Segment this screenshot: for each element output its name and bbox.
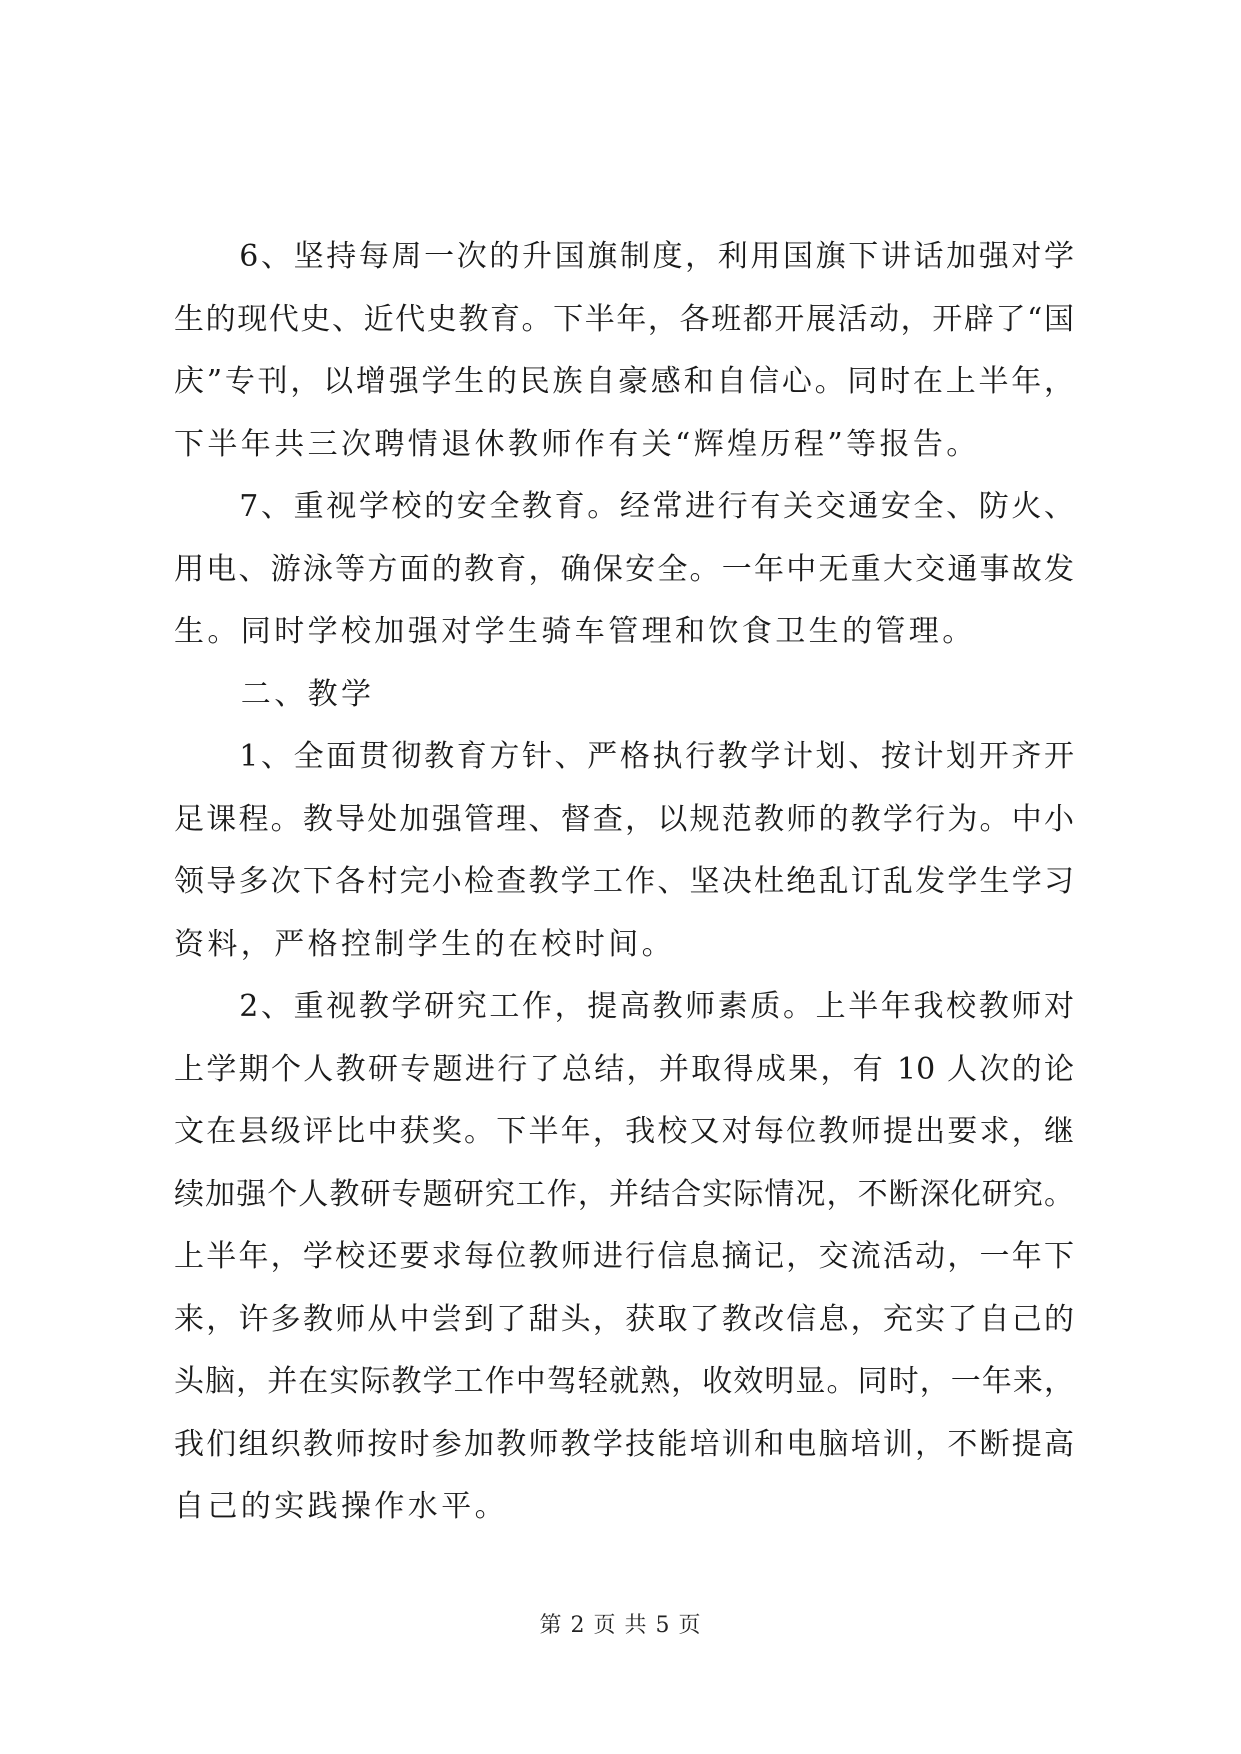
- text-line: 我们组织教师按时参加教师教学技能培训和电脑培训，不断提高: [174, 1426, 1074, 1462]
- text-line: 1、全面贯彻教育方针、严格执行教学计划、按计划开齐开: [174, 739, 1074, 774]
- text-line: 6、坚持每周一次的升国旗制度，利用国旗下讲话加强对学: [174, 239, 1074, 274]
- text-line: 资料，严格控制学生的在校时间。: [174, 926, 675, 962]
- document-body: [174, 226, 1074, 1539]
- text-line: 用电、游泳等方面的教育，确保安全。一年中无重大交通事故发: [174, 551, 1074, 587]
- text-line: 生。同时学校加强对学生骑车管理和饮食卫生的管理。: [174, 614, 976, 649]
- text-line: 足课程。教导处加强管理、督查，以规范教师的教学行为。中小: [174, 801, 1074, 837]
- text-line: 下半年共三次聘情退休教师作有关“辉煌历程”等报告。: [174, 426, 980, 462]
- text-line: 2、重视教学研究工作，提高教师素质。上半年我校教师对: [174, 989, 1074, 1024]
- text-line: 来，许多教师从中尝到了甜头，获取了教改信息，充实了自己的: [174, 1301, 1074, 1337]
- text-line: 上半年，学校还要求每位教师进行信息摘记，交流活动，一年下: [174, 1239, 1074, 1274]
- text-line: 续加强个人教研专题研究工作，并结合实际情况，不断深化研究。: [174, 1176, 1074, 1212]
- text-line: 上学期个人教研专题进行了总结，并取得成果，有 10 人次的论: [174, 1051, 1074, 1087]
- page-footer: 第 2 页 共 5 页: [539, 1613, 702, 1638]
- text-line: 自己的实践操作水平。: [174, 1489, 508, 1524]
- text-line: 生的现代史、近代史教育。下半年，各班都开展活动，开辟了“国: [174, 301, 1074, 337]
- text-line: 庆”专刊，以增强学生的民族自豪感和自信心。同时在上半年，: [174, 364, 1074, 399]
- text-line: 文在县级评比中获奖。下半年，我校又对每位教师提出要求，继: [174, 1114, 1074, 1149]
- text-line: 二、教学: [174, 676, 375, 712]
- text-line: 领导多次下各村完小检查教学工作、坚决杜绝乱订乱发学生学习: [174, 864, 1074, 899]
- text-line: 7、重视学校的安全教育。经常进行有关交通安全、防火、: [174, 489, 1074, 524]
- text-line: 头脑，并在实际教学工作中驾轻就熟，收效明显。同时，一年来，: [174, 1364, 1074, 1399]
